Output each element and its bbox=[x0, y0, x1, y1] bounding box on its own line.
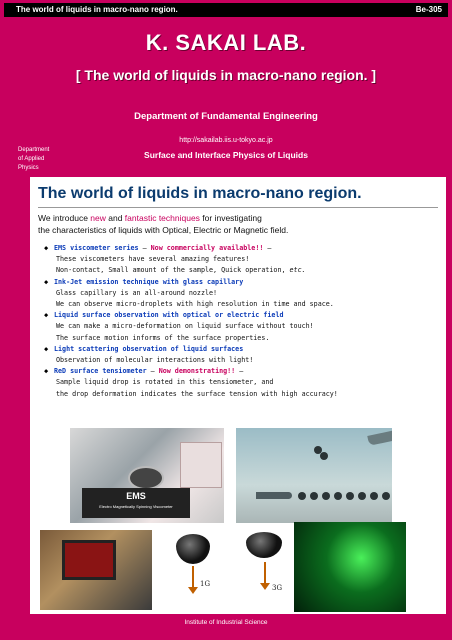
diamond-bullet-icon: ◆ bbox=[44, 344, 49, 353]
lab-title: K. SAKAI LAB. bbox=[145, 30, 307, 55]
label-3g: 3G bbox=[272, 584, 283, 592]
monitor-screen bbox=[62, 540, 116, 580]
side-line: of Applied bbox=[18, 156, 45, 162]
room-number: Be-305 bbox=[415, 5, 442, 14]
list-item bbox=[44, 277, 444, 311]
item-highlight: Now commercially available!! bbox=[150, 244, 264, 252]
item-desc: The surface motion informs of the surface properties. bbox=[56, 333, 270, 342]
intro-line2: the characteristics of liquids with Optical, Electric or Magnetic field. bbox=[38, 225, 289, 235]
droplet bbox=[298, 492, 306, 500]
item-title: EMS viscometer series bbox=[54, 244, 139, 252]
droplet bbox=[382, 492, 390, 500]
droplet bbox=[322, 492, 330, 500]
item-sep: – bbox=[235, 367, 244, 376]
item-title: ReD surface tensiometer bbox=[54, 367, 147, 376]
droplet bbox=[320, 452, 328, 460]
header-bar bbox=[4, 3, 448, 17]
item-desc: Sample liquid drop is rotated in this tensiometer, and bbox=[56, 378, 274, 387]
droplet bbox=[370, 492, 378, 500]
viscometer-device bbox=[180, 442, 222, 488]
droplet bbox=[358, 492, 366, 500]
department: Department of Fundamental Engineering bbox=[134, 111, 318, 122]
light-scattering-photo bbox=[294, 522, 406, 612]
diamond-bullet-icon: ◆ bbox=[44, 244, 49, 252]
side-line: Department bbox=[18, 147, 50, 153]
droplet bbox=[346, 492, 354, 500]
intro-part: for investigating bbox=[199, 213, 262, 223]
item-highlight: Now demonstrating!! bbox=[158, 367, 236, 376]
ems-viscometer-photo bbox=[70, 428, 224, 523]
item-desc-text: Non-contact, Small amount of the sample, Quick operation, bbox=[56, 266, 290, 275]
list-item bbox=[44, 344, 444, 366]
lab-subtitle: [ The world of liquids in macro-nano region. ] bbox=[75, 67, 377, 83]
header-title: The world of liquids in macro-nano region. bbox=[16, 5, 178, 14]
content-heading: The world of liquids in macro-nano region. bbox=[38, 185, 362, 202]
item-sep: – bbox=[138, 244, 151, 252]
item-desc: We can observe micro-droplets with high resolution in time and space. bbox=[56, 300, 334, 309]
item-desc bbox=[44, 265, 444, 276]
footer: Institute of Industrial Science bbox=[184, 619, 268, 626]
droplet bbox=[334, 492, 342, 500]
divider bbox=[38, 207, 438, 208]
item-desc: Glass capillary is an all-around nozzle! bbox=[56, 288, 218, 297]
item-desc-etc: etc. bbox=[289, 266, 306, 275]
intro-text bbox=[38, 212, 438, 236]
item-desc: the drop deformation indicates the surface tension with high accuracy! bbox=[56, 389, 338, 398]
research-field: Surface and Interface Physics of Liquids bbox=[144, 150, 308, 160]
intro-fantastic: fantastic techniques bbox=[124, 213, 200, 223]
side-department bbox=[18, 146, 49, 173]
item-sep: – bbox=[146, 367, 159, 376]
intro-part: We introduce bbox=[38, 213, 91, 223]
drop-1g bbox=[176, 534, 210, 564]
diamond-bullet-icon: ◆ bbox=[44, 367, 49, 376]
ems-logo-text: EMS bbox=[126, 491, 146, 501]
sample-disk bbox=[128, 466, 164, 490]
intro-new: new bbox=[90, 213, 106, 223]
item-title: Ink-Jet emission technique with glass capillary bbox=[54, 277, 244, 286]
gravity-arrow-icon bbox=[264, 562, 266, 584]
list-item bbox=[44, 366, 444, 400]
gravity-arrow-icon bbox=[192, 566, 194, 588]
droplet bbox=[310, 492, 318, 500]
ems-logo bbox=[82, 488, 190, 518]
label-1g: 1G bbox=[200, 580, 211, 588]
item-title: Liquid surface observation with optical or electric field bbox=[54, 311, 284, 320]
inkjet-droplet-photo bbox=[236, 428, 392, 523]
drop-deformation-figure bbox=[170, 530, 290, 610]
diamond-bullet-icon: ◆ bbox=[44, 277, 49, 286]
item-sep: – bbox=[263, 244, 272, 252]
technique-list bbox=[44, 243, 444, 400]
list-item bbox=[44, 243, 444, 277]
diamond-bullet-icon: ◆ bbox=[44, 311, 49, 320]
glass-capillary bbox=[367, 430, 392, 446]
item-title: Light scattering observation of liquid surfaces bbox=[54, 344, 244, 353]
drop-3g bbox=[246, 532, 282, 558]
item-desc: Observation of molecular interactions with light! bbox=[56, 356, 254, 365]
ems-logo-subtext: Electro Magnetically Spinning Viscometer bbox=[99, 504, 173, 509]
side-line: Physics bbox=[18, 165, 39, 171]
lab-url[interactable]: http://sakailab.iis.u-tokyo.ac.jp bbox=[179, 137, 273, 144]
list-item bbox=[44, 310, 444, 344]
item-desc: These viscometers have several amazing features! bbox=[56, 255, 250, 264]
intro-part: and bbox=[105, 213, 125, 223]
lab-setup-photo bbox=[40, 530, 152, 610]
glass-capillary bbox=[256, 492, 292, 499]
item-desc: We can make a micro-deformation on liquid surface without touch! bbox=[56, 322, 314, 331]
